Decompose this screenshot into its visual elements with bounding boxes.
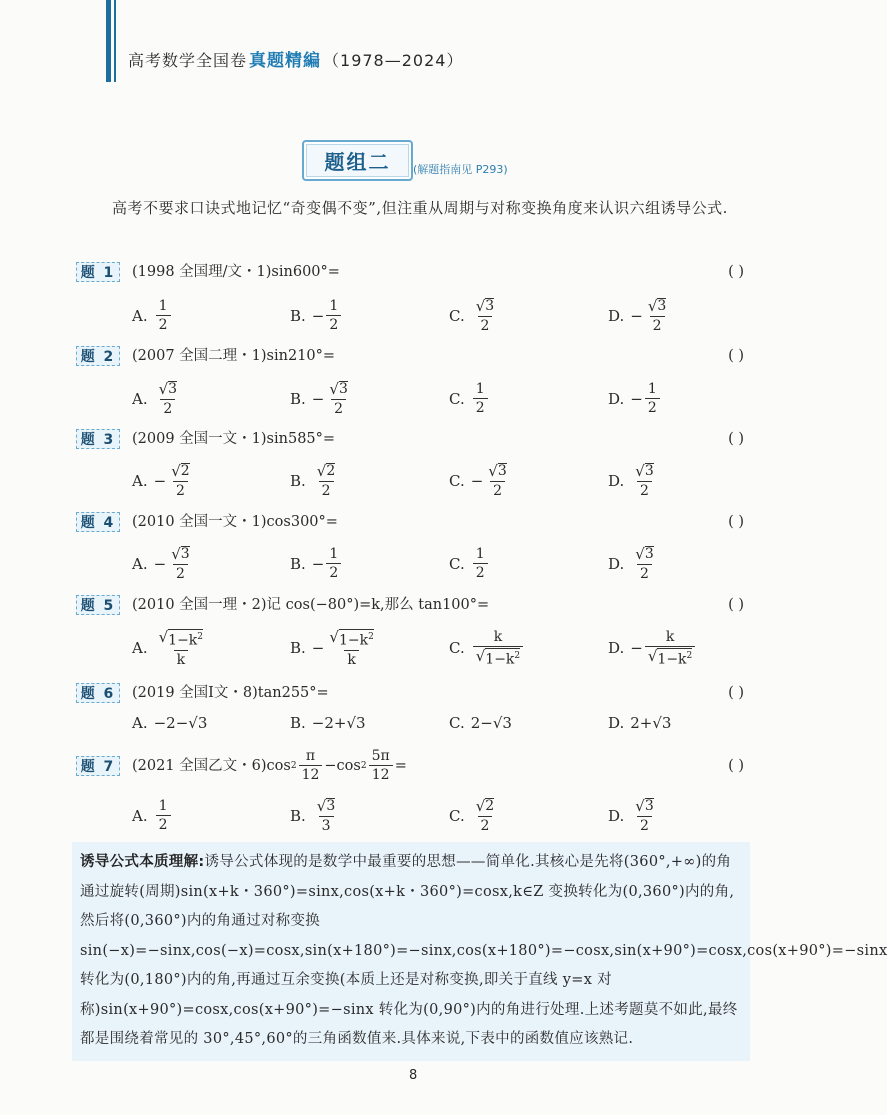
question-text: (1998 全国理/文・1)sin600°=	[132, 264, 340, 280]
answer-blank: ( )	[728, 685, 744, 701]
question-text: (2021 全国乙文・6)cos 2 $\frac{\pi}{12}$ −cos 2 $\frac{5\pi}{12}$ =	[132, 748, 407, 783]
question-text: (2019 全国Ⅰ文・8)tan255°=	[132, 685, 329, 701]
header-years: （1978—2024）	[323, 51, 464, 70]
group-title: 题组二	[302, 140, 413, 181]
option-c: C. k √ $1-k^2$	[449, 629, 525, 668]
header-title: 高考数学全国卷	[128, 51, 248, 70]
option-c: C. $\frac{1}{2}$	[449, 381, 490, 416]
answer-blank: ( )	[728, 348, 744, 364]
answer-blank: ( )	[728, 597, 744, 613]
note-body: 诱导公式体现的是数学中最重要的思想——简单化.其核心是先将(360°,+∞)的角通过旋转(周期)sin(x+k・360°)=sinx,cos(x+k・360°)=cosx,k∈Z 变换转化为(0,360°)内的角,然后将(0,360°)内的角通过对称变换 sin(−x)=−sinx,cos(−x)=cosx,sin(x+180°)=−sinx,cos(x+180°)=−cosx,sin(x+90°)=cosx,cos(x+90°)=−sinx 转化为(0,180°)内的角,再通过互余变换(本质上还是对称变换,即关于直线 y=x 对称)sin(x+90°)=cosx,cos(x+90°)=−sinx 转化为(0,90°)内的角进行处理.上述考题莫不如此,最终都是围绕着常见的 30°,45°,60°的三角函数值来.具体来说,下表中的函数值应该熟记.	[80, 854, 887, 1047]
option-a: A. − √ 2 2	[132, 462, 190, 499]
option-a: A. $\frac{1}{2}$	[132, 798, 173, 833]
option-b: B. √ 3 3	[290, 797, 336, 834]
option-c: C. √ 2 2	[449, 797, 495, 834]
answer-blank: ( )	[728, 264, 744, 280]
question-label: 题 3	[76, 429, 120, 449]
question-text: (2007 全国二理・1)sin210°=	[132, 348, 336, 364]
question-text: (2010 全国一理・2)记 cos(−80°)=k,那么 tan100°=	[132, 597, 490, 613]
header-bar	[106, 0, 111, 82]
question-4	[76, 512, 744, 534]
option-b: B. √ 2 2	[290, 462, 336, 499]
question-1	[76, 262, 744, 284]
option-d: D. √ 3 2	[608, 462, 654, 499]
question-2	[76, 346, 744, 368]
option-a: A. √ $1-k^2$ k	[132, 628, 204, 668]
option-b: B. − $\frac{1}{2}$	[290, 546, 343, 581]
option-c: C. 2−√3	[449, 714, 512, 732]
page-number: 8	[409, 1068, 418, 1083]
question-text: (2009 全国一文・1)sin585°=	[132, 431, 336, 447]
option-b: B. − √ 3 2	[290, 380, 348, 417]
header-brand: 真题精編	[249, 51, 322, 71]
intro-paragraph: 高考不要求口诀式地记忆“奇变偶不变”,但注重从周期与对称变换角度来认识六组诱导公式.	[112, 199, 728, 217]
option-d: D. 2+√3	[608, 714, 672, 732]
option-d: D. − √ 3 2	[608, 297, 667, 334]
option-d: D. − $\frac{1}{2}$	[608, 381, 662, 416]
note-heading: 诱导公式本质理解:	[80, 854, 205, 870]
option-d: D. − k √ $1-k^2$	[608, 629, 697, 668]
option-b: B. − $\frac{1}{2}$	[290, 298, 343, 333]
answer-blank: ( )	[728, 514, 744, 530]
option-b: B. −2+√3	[290, 714, 366, 732]
answer-blank: ( )	[728, 431, 744, 447]
question-7	[76, 748, 744, 786]
question-label: 题 7	[76, 756, 120, 776]
question-3	[76, 429, 744, 451]
option-b: B. − √ $1-k^2$ k	[290, 628, 374, 668]
guide-reference: (解题指南见 P293)	[413, 163, 508, 176]
option-a: A. − √ 3 2	[132, 545, 190, 582]
question-label: 题 5	[76, 595, 120, 615]
option-c: C. √ 3 2	[449, 297, 495, 334]
running-header	[128, 46, 463, 71]
option-d: D. √ 3 2	[608, 545, 654, 582]
header-bar-thin	[114, 0, 116, 82]
answer-blank: ( )	[728, 758, 744, 774]
question-label: 题 1	[76, 262, 120, 282]
option-d: D. √ 3 2	[608, 797, 654, 834]
question-6	[76, 683, 744, 705]
option-a: A. −2−√3	[132, 714, 208, 732]
option-c: C. $\frac{1}{2}$	[449, 546, 490, 581]
option-a: A. $\frac{1}{2}$	[132, 298, 173, 333]
question-label: 题 2	[76, 346, 120, 366]
essence-note	[72, 842, 887, 1061]
option-c: C. − √ 3 2	[449, 462, 507, 499]
question-label: 题 6	[76, 683, 120, 703]
question-5	[76, 595, 744, 617]
option-a: A. √ 3 2	[132, 380, 178, 417]
question-text: (2010 全国一文・1)cos300°=	[132, 514, 338, 530]
question-label: 题 4	[76, 512, 120, 532]
